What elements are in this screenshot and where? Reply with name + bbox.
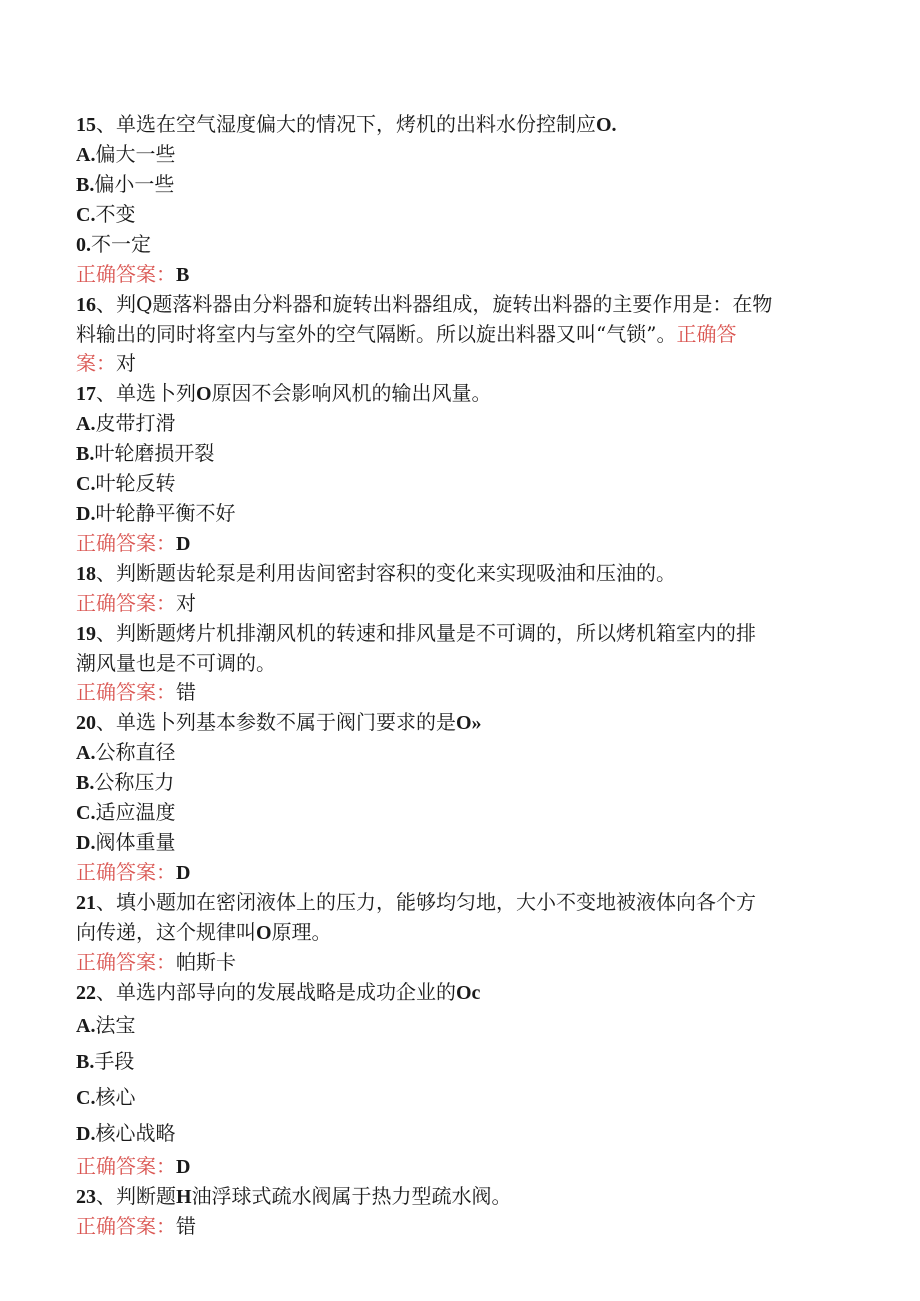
question-number: 19 — [76, 623, 96, 645]
question-23: 23、判断题H油浮球式疏水阀属于热力型疏水阀。 — [76, 1184, 512, 1208]
question-text: 、判Q题落料器由分料器和旋转出料器组成，旋转出料器的主要作用是：在物 — [96, 292, 773, 316]
answer-label: 正确答 — [676, 322, 737, 346]
option-d: D.核心战略 — [76, 1121, 176, 1145]
option-a: A.法宝 — [76, 1013, 136, 1037]
question-20: 20、单选卜列基本参数不属于阀门要求的是O» — [76, 710, 482, 734]
option-d: 0.不一定 — [76, 232, 151, 256]
answer-line — [76, 678, 836, 708]
option-a: A.皮带打滑 — [76, 411, 176, 435]
option-a: A.偏大一些 — [76, 142, 176, 166]
answer-line — [76, 260, 836, 290]
option-b: B.叶轮磨损开裂 — [76, 441, 215, 465]
answer-value: D — [176, 533, 191, 555]
question-21-line2: 向传递，这个规律叫O原理。 — [76, 920, 332, 944]
option-a: A.公称直径 — [76, 740, 176, 764]
question-blank: O. — [596, 114, 617, 136]
question-text: 、单选在空气湿度偏大的情况下，烤机的出料水份控制应 — [96, 112, 596, 136]
answer-line — [76, 948, 836, 978]
option-b: B.偏小一些 — [76, 172, 175, 196]
answer-line — [76, 529, 836, 559]
answer-label: 正确答案： — [76, 860, 176, 884]
answer-line — [76, 349, 836, 379]
question-22: 22、单选内部导向的发展战略是成功企业的Oc — [76, 980, 481, 1004]
question-19-line2: 潮风量也是不可调的。 — [76, 651, 276, 675]
question-number: 21 — [76, 892, 96, 914]
question-21: 21、填小题加在密闭液体上的压力，能够均匀地，大小不变地被液体向各个方 — [76, 890, 756, 914]
answer-label: 正确答案： — [76, 680, 176, 704]
option-d: D.阀体重量 — [76, 830, 176, 854]
answer-label: 案： — [76, 351, 116, 375]
option-b: B.手段 — [76, 1049, 135, 1073]
answer-value: D — [176, 862, 191, 884]
answer-value: 错 — [176, 682, 196, 704]
question-16 — [76, 290, 836, 320]
question-16-line2: 料输出的同时将室内与室外的空气隔断。所以旋出料器又叫“气锁”。正确答 — [76, 322, 737, 346]
answer-label: 正确答案： — [76, 950, 176, 974]
answer-value: 对 — [176, 593, 196, 615]
option-c: C.适应温度 — [76, 800, 176, 824]
answer-value: D — [176, 1156, 191, 1178]
answer-line — [76, 1152, 836, 1182]
answer-label: 正确答案： — [76, 1154, 176, 1178]
answer-value: 对 — [116, 353, 136, 375]
question-18: 18、判断题齿轮泵是利用齿间密封容积的变化来实现吸油和压油的。 — [76, 561, 676, 585]
question-17: 17、单选卜列O原因不会影响风机的输出风量。 — [76, 381, 492, 405]
question-number: 23 — [76, 1186, 96, 1208]
answer-label: 正确答案： — [76, 1214, 176, 1238]
answer-value: 错 — [176, 1216, 196, 1238]
option-c: C.不变 — [76, 202, 136, 226]
answer-value: 帕斯卡 — [176, 952, 236, 974]
question-15 — [76, 110, 836, 140]
option-c: C.核心 — [76, 1085, 136, 1109]
question-number: 17 — [76, 383, 96, 405]
answer-label: 正确答案： — [76, 531, 176, 555]
option-c: C.叶轮反转 — [76, 471, 176, 495]
question-sheet — [76, 110, 836, 1242]
question-number: 18 — [76, 563, 96, 585]
question-number: 15 — [76, 114, 96, 136]
answer-value: B — [176, 264, 190, 286]
question-number: 22 — [76, 982, 96, 1004]
answer-label: 正确答案： — [76, 262, 176, 286]
answer-line — [76, 589, 836, 619]
answer-label: 正确答案： — [76, 591, 176, 615]
answer-line — [76, 1212, 836, 1242]
question-number: 20 — [76, 712, 96, 734]
question-number: 16 — [76, 294, 96, 316]
option-b: B.公称压力 — [76, 770, 175, 794]
answer-line — [76, 858, 836, 888]
question-19: 19、判断题烤片机排潮风机的转速和排风量是不可调的，所以烤机箱室内的排 — [76, 621, 756, 645]
option-d: D.叶轮静平衡不好 — [76, 501, 236, 525]
